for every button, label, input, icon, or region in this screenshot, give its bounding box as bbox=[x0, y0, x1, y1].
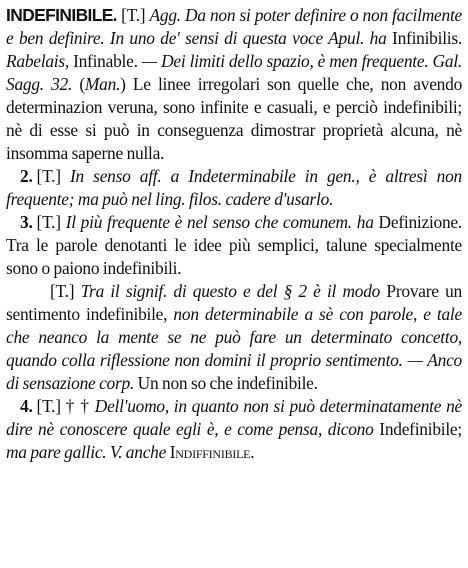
entry-tag: [T.] bbox=[121, 5, 146, 25]
sense-3-number: 3. bbox=[20, 212, 33, 232]
entry-headword: INDEFINIBILE bbox=[6, 5, 113, 25]
sense-3b-tag: [T.] bbox=[50, 281, 75, 301]
sense-2-number: 2. bbox=[20, 166, 33, 186]
entry-french-form: Infinable. bbox=[68, 51, 142, 71]
sense-2-paragraph bbox=[6, 165, 462, 211]
obsolete-marks: † † bbox=[65, 396, 90, 416]
cross-reference-link[interactable]: Indiffinibile bbox=[169, 442, 251, 462]
entry-paragraph: INDEFINIBILE. [T.] Agg. Da non si poter definire o non facilmente e ben definire. In uno de' sensi di questa voce Apul. ha Infinibilis. Rabelais, Infinable. — Dei limiti dello spazio, è men frequente. Gal. Sagg. 32. (Man.) Le linee irregolari son quelle che, non avendo determinazion veruna, sono infinite e casuali, e perciò indefinibili; nè di esse si può in conseguenza dimostrar proprietà alcuna, nè insomma saperne nulla. bbox=[6, 5, 463, 163]
entry-source-citation: — Dei limiti dello spazio, è men frequente. Gal. Sagg. 32. bbox=[6, 51, 462, 94]
sense-3-tag: [T.] bbox=[36, 212, 61, 232]
sense-4-paragraph bbox=[6, 395, 462, 464]
sense-4-period: . bbox=[250, 442, 255, 462]
sense-3b-definition: Tra il signif. di questo e del § 2 è il modo bbox=[80, 281, 381, 301]
entry-quotation: ) Le linee irregolari son quelle che, non avendo determinazion veruna, sono infinite e casuali, e perciò indefinibili; nè di esse si può in conseguenza dimostrar proprietà alcuna, nè insomma saperne nulla. bbox=[6, 74, 463, 163]
sense-4-number: 4. bbox=[20, 396, 33, 416]
sense-4-tag: [T.] bbox=[36, 396, 61, 416]
sense-3-example: Definizione. Tra le parole denotanti le idee più semplici, talune specialmente sono o paiono indefinibili. bbox=[6, 212, 462, 278]
sense-3b-explanation: non determinabile a sè con parole, e tale che neanco la mente se ne può fare un determinato concetto, quando colla riflessione non domini il proprio sentimento. — Anco di sensazione corp. bbox=[6, 304, 462, 393]
sense-3-paragraph bbox=[6, 211, 462, 280]
entry-latin-form: Infinibilis. bbox=[386, 28, 462, 48]
sense-3-definition: Il più frequente è nel senso che comunem. ha bbox=[65, 212, 374, 232]
entry-author-ref: Rabelais, bbox=[6, 51, 69, 71]
sense-2-text: In senso aff. a Indeterminabile in gen., è altresì non frequente; ma può nel ling. filos. cadere d'usarlo. bbox=[6, 166, 462, 209]
sense-4-note: ma pare gallic. V. anche bbox=[6, 442, 167, 462]
entry-definition: Agg. Da non si poter definire o non facilmente e ben definire. In uno de' sensi di questa voce Apul. ha bbox=[6, 5, 462, 48]
sense-3b-paragraph bbox=[6, 280, 462, 395]
sense-4-definition: Dell'uomo, in quanto non si può determinatamente nè dire nè conoscere quale egli è, e come pensa, dicono bbox=[6, 396, 462, 439]
sense-4-example: Indefinibile; bbox=[373, 419, 462, 439]
sense-2-tag: [T.] bbox=[36, 166, 61, 186]
sense-3b-example: Provare un sentimento indefinibile, bbox=[6, 281, 462, 324]
entry-paren-open: ( bbox=[72, 74, 85, 94]
entry-source-abbrev: Man. bbox=[84, 74, 121, 94]
sense-3b-example-2: Un non so che indefinibile. bbox=[134, 373, 318, 393]
